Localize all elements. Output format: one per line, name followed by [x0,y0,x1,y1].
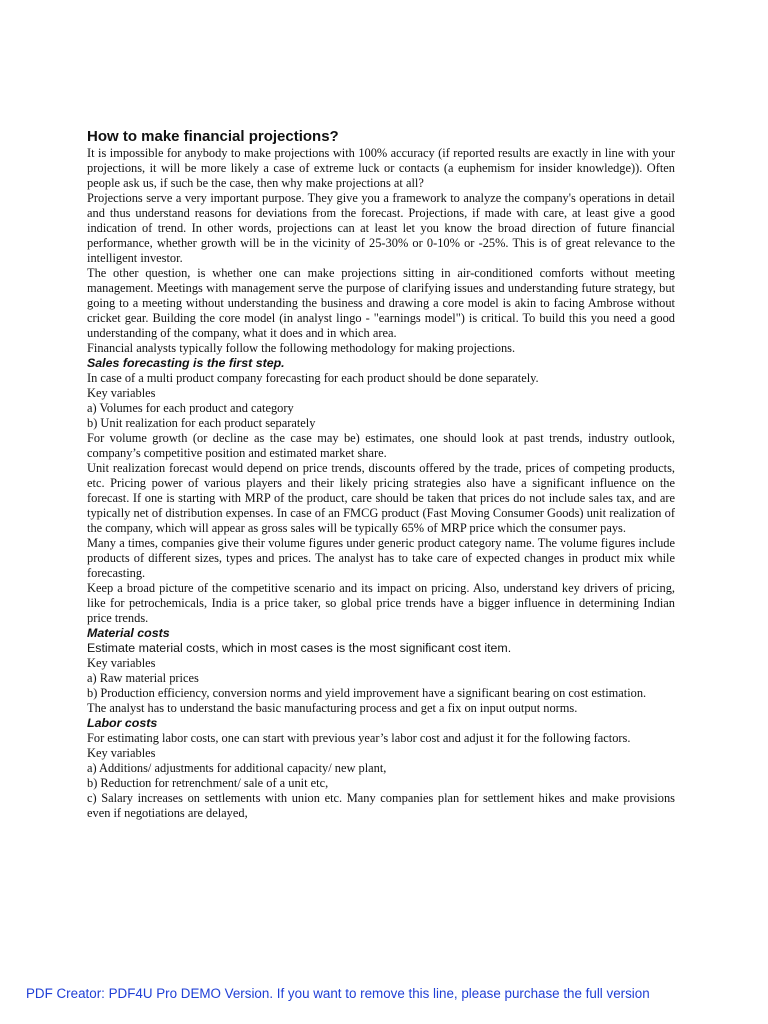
sales-line-2: Key variables [87,386,156,400]
sales-line-8: Keep a broad picture of the competitive scenario and its impact on pricing. Also, understand key drivers of pricing, like for petrochemicals, India is a price taker, so global price trends have a bigger influence in determining Indian price trends. [87,581,675,625]
material-line-3: b) Production efficiency, conversion norms and yield improvement have a significant bearing on cost estimation. [87,686,647,700]
intro-paragraph-2: Projections serve a very important purpose. They give you a framework to analyze the company's operations in detail and thus understand reasons for deviations from the forecast. Projections, if made with care, at least give a good indication of trend. In other words, projections can at least let you know the broad direction of future financial performance, whether growth will be in the vicinity of 25-30% or 0-10% or -25%. This is of great relevance to the intelligent investor. [87,191,675,265]
labor-heading: Labor costs [87,716,158,730]
labor-line-4: b) Reduction for retrenchment/ sale of a unit etc, [87,776,329,790]
sales-line-3: a) Volumes for each product and category [87,401,294,415]
pdf-creator-footer: PDF Creator: PDF4U Pro DEMO Version. If you want to remove this line, please purchase the full version [26,986,650,1001]
labor-line-5: c) Salary increases on settlements with union etc. Many companies plan for settlement hikes and make provisions even if negotiations are delayed, [87,791,675,820]
document-body [87,128,675,821]
document-title: How to make financial projections? [87,128,339,145]
sales-heading: Sales forecasting is the first step. [87,356,285,370]
intro-paragraph-3: The other question, is whether one can make projections sitting in air-conditioned comforts without meeting management. Meetings with management serve the purpose of clarifying issues and understanding future strategy, but going to a meeting without understanding the business and drawing a core model is akin to facing Ambrose without cricket gear. Building the core model (in analyst lingo - "earnings model") is critical. To build this you need a good understanding of the company, what it does and in which area. [87,266,675,340]
labor-line-1: For estimating labor costs, one can start with previous year’s labor cost and adjust it for the following factors. [87,731,631,745]
sales-line-5: For volume growth (or decline as the case may be) estimates, one should look at past trends, industry outlook, company’s competitive position and estimated market share. [87,431,675,460]
sales-line-1: In case of a multi product company forecasting for each product should be done separately. [87,371,539,385]
material-lead: Estimate material costs, which in most cases is the most significant cost item. [87,641,512,655]
sales-line-6: Unit realization forecast would depend on price trends, discounts offered by the trade, prices of competing products, etc. Pricing power of various players and their likely pricing strategies also have a significant influence on the forecast. If one is starting with MRP of the product, care should be taken that prices do not include sales tax, and are typically net of distribution expenses. In case of an FMCG product (Fast Moving Consumer Goods) unit realization of the company, which will appear as gross sales will be typically 65% of MRP price which the consumer pays. [87,461,675,535]
intro-paragraph-4: Financial analysts typically follow the following methodology for making projections. [87,341,516,355]
material-line-4: The analyst has to understand the basic manufacturing process and get a fix on input output norms. [87,701,578,715]
material-heading: Material costs [87,626,170,640]
sales-line-7: Many a times, companies give their volume figures under generic product category name. The volume figures include products of different sizes, types and prices. The analyst has to take care of expected changes in product mix while forecasting. [87,536,675,580]
sales-line-4: b) Unit realization for each product separately [87,416,316,430]
material-line-2: a) Raw material prices [87,671,199,685]
labor-line-2: Key variables [87,746,156,760]
labor-line-3: a) Additions/ adjustments for additional capacity/ new plant, [87,761,387,775]
intro-paragraph-1: It is impossible for anybody to make projections with 100% accuracy (if reported results are exactly in line with your projections, it will be more likely a case of extreme luck or contacts (a euphemism for insider knowledge)). Often people ask us, if such be the case, then why make projections at all? [87,146,675,190]
material-line-1: Key variables [87,656,156,670]
